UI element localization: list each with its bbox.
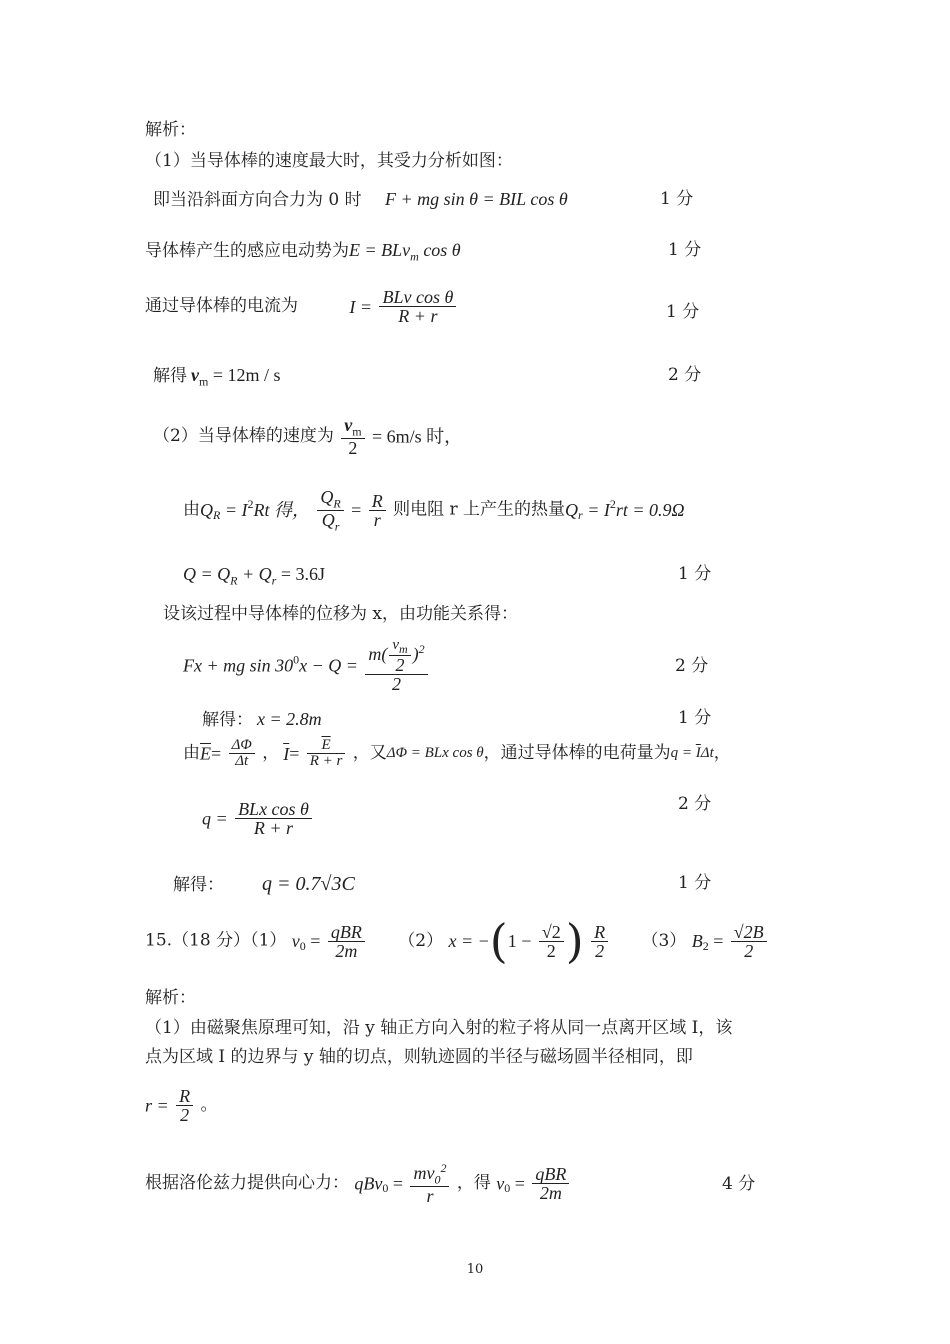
score: 2 分	[668, 365, 702, 385]
score: 1 分	[678, 873, 712, 893]
score: 1 分	[666, 302, 700, 322]
p2-line2: $Q = Q_R + Q_r = 3.6J$	[183, 564, 325, 588]
part2-heading: （2）当导体棒的速度为 $\frac{v_m}{2}$ = 6m/s 时，	[153, 415, 463, 458]
analysis-heading: 解析：	[145, 120, 196, 140]
p2-line7: q = BLx cos θ R + r	[202, 800, 314, 837]
score: 1 分	[668, 240, 702, 260]
q15-line4: 根据洛伦兹力提供向心力： qBv$_0$ = $\frac{mv_0^2}{r}$ ，得 $v_0$ = qBR 2m	[145, 1162, 571, 1205]
p1-line3: 通过导体棒的电流为 I = BLv cos θ R + r	[145, 288, 458, 325]
score: 1 分	[678, 708, 712, 728]
part1-heading: （1）当导体棒的速度最大时，其受力分析如图：	[145, 151, 513, 171]
page-number: 10	[466, 1262, 484, 1277]
score: 1 分	[678, 564, 712, 584]
p1-line4: 解得 $v_m = 12m / s$	[153, 365, 281, 389]
p2-line1: 由$Q_R = I^2Rt$ 得， $\frac{Q_R}{Q_r}$ = $\frac{R}{r}$ 则电阻 r 上产生的热量$Q_r = I^2rt = 0.9\Omega$	[183, 487, 685, 534]
q15-line2: 点为区域 I 的边界与 y 轴的切点，则轨迹圆的半径与磁场圆半径相同，即	[145, 1047, 693, 1067]
score: 4 分	[722, 1174, 756, 1194]
p1-line2: 导体棒产生的感应电动势为E = BLv$_m$ cos θ	[145, 240, 461, 264]
p2-line6: 由$\overline{E}=$ $\frac{\Delta\Phi}{\Delta t}$ ， $\overline{I}=$ $\frac{\overline{E}}{R + r}$ ，又ΔΦ = BLx cos θ，通过导体棒的电荷量为$q = \overline{I}\Delta t$，	[183, 737, 731, 769]
score: 2 分	[675, 656, 709, 676]
q15-line1: （1）由磁聚焦原理可知，沿 y 轴正方向入射的粒子将从同一点离开区域 I，该	[145, 1018, 733, 1038]
p2-line5: 解得： x = 2.8m	[202, 709, 322, 730]
p1-line1: 即当沿斜面方向合力为 0 时 F + mg sin θ = BIL cos θ	[153, 189, 568, 210]
p2-line4: Fx + mg $\sin 30^0x - Q$ = m( $v_m$ 2 )$^2$ 2	[183, 638, 430, 693]
p2-line8: 解得： q = 0.7√3C	[173, 873, 355, 895]
score: 2 分	[678, 794, 712, 814]
analysis-heading-2: 解析：	[145, 988, 196, 1008]
q15-line3: r = $\frac{R}{2}$ 。	[145, 1086, 218, 1125]
p2-line3: 设该过程中导体棒的位移为 x，由功能关系得：	[163, 604, 518, 624]
q15-answer-line: 15.（18 分）（1） $v_0$ = qBR 2m （2） x = −(1 − $\frac{√2}{2}$ ) $\frac{R}{2}$ （3） $B_2$ = $\frac{√2B}{2}$	[145, 918, 769, 964]
score: 1 分	[660, 189, 694, 209]
